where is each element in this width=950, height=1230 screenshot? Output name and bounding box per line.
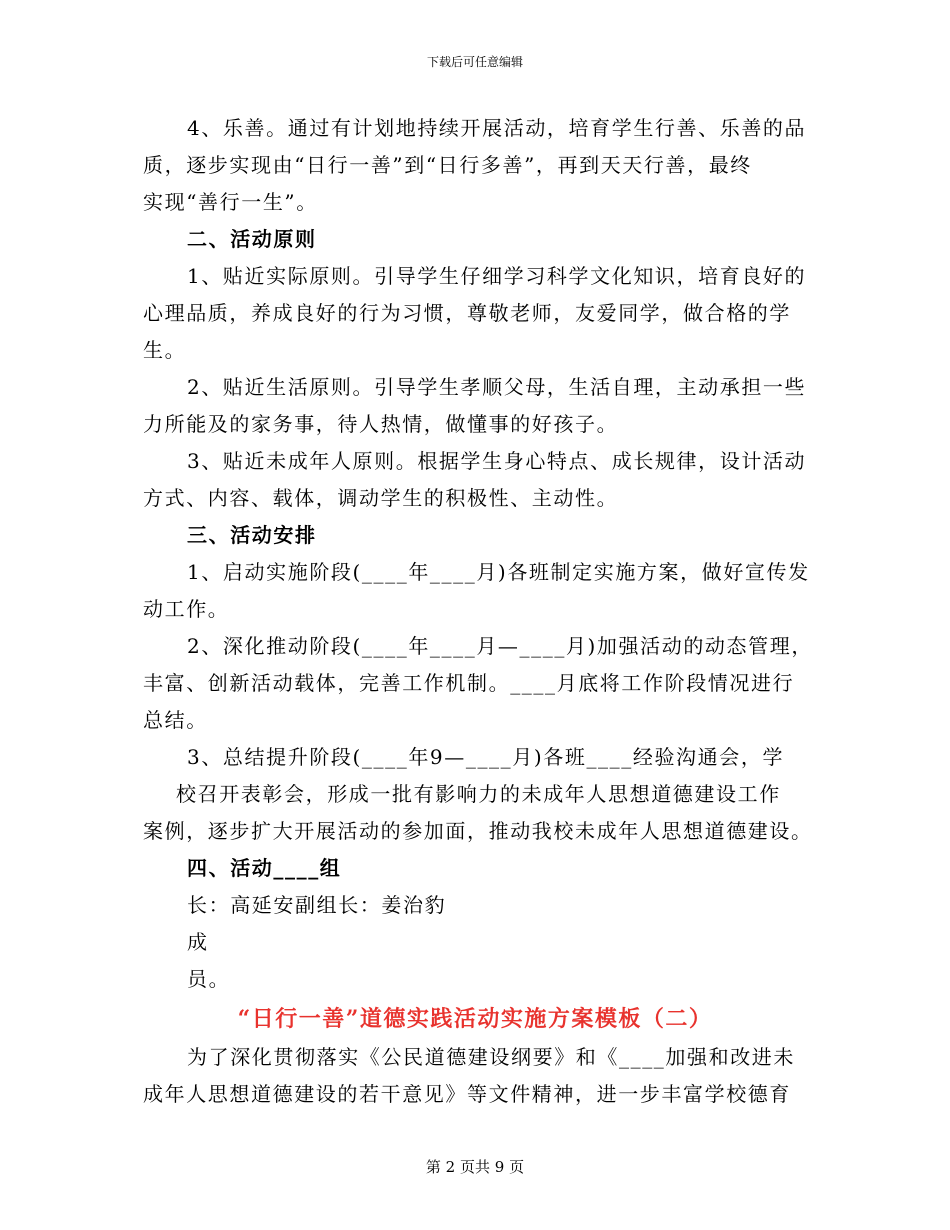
- page-footer: 第 2 页共 9 页: [425, 1158, 525, 1176]
- paragraph-line: 案例，逐步扩大开展活动的参加面，推动我校未成年人思想道德建设。: [143, 819, 813, 843]
- paragraph-line: 丰富、创新活动载体，完善工作机制。____月底将工作阶段情况进行: [143, 671, 795, 695]
- paragraph-line: 长：高延安副组长：姜治豹: [187, 893, 447, 917]
- paragraph-line: 成年人思想道德建设的若干意见》等文件精神，进一步丰富学校德育: [143, 1082, 791, 1106]
- paragraph-line: 为了深化贯彻落实《公民道德建设纲要》和《____加强和改进未: [187, 1045, 795, 1069]
- paragraph-line: 生。: [143, 338, 187, 362]
- paragraph-line: 质，逐步实现由“日行一善”到“日行多善”，再到天天行善，最终: [143, 153, 752, 177]
- document-title: “日行一善”道德实践活动实施方案模板（二）: [237, 1006, 713, 1032]
- section-heading: 二、活动原则: [187, 227, 317, 251]
- paragraph-line: 心理品质，养成良好的行为习惯，尊敬老师，友爱同学，做合格的学: [143, 301, 791, 325]
- paragraph-line: 1、启动实施阶段(____年____月)各班制定实施方案，做好宣传发: [187, 560, 810, 584]
- paragraph-line: 力所能及的家务事，待人热情，做懂事的好孩子。: [143, 412, 619, 436]
- paragraph-line: 实现“善行一生”。: [143, 190, 318, 214]
- paragraph-line: 3、贴近未成年人原则。根据学生身心特点、成长规律，设计活动: [187, 449, 807, 473]
- paragraph-line: 总结。: [143, 708, 208, 732]
- paragraph-line: 2、贴近生活原则。引导学生孝顺父母，生活自理，主动承担一些: [187, 375, 807, 399]
- paragraph-line: 2、深化推动阶段(____年____月—____月)加强活动的动态管理，: [187, 634, 813, 658]
- paragraph-line: 成: [187, 930, 209, 954]
- paragraph-line: 3、总结提升阶段(____年9—____月)各班____经验沟通会，学: [187, 745, 785, 769]
- paragraph-line: 4、乐善。通过有计划地持续开展活动，培育学生行善、乐善的品: [187, 116, 807, 140]
- paragraph-line: 方式、内容、载体，调动学生的积极性、主动性。: [143, 486, 619, 510]
- paragraph-line: 1、贴近实际原则。引导学生仔细学习科学文化知识，培育良好的: [187, 264, 807, 288]
- section-heading: 四、活动____组: [187, 856, 342, 880]
- paragraph-line: 员。: [187, 967, 231, 991]
- page-header: 下载后可任意编辑: [426, 55, 523, 69]
- paragraph-line: 校召开表彰会，形成一批有影响力的未成年人思想道德建设工作: [176, 782, 781, 806]
- section-heading: 三、活动安排: [187, 523, 317, 547]
- paragraph-line: 动工作。: [143, 597, 230, 621]
